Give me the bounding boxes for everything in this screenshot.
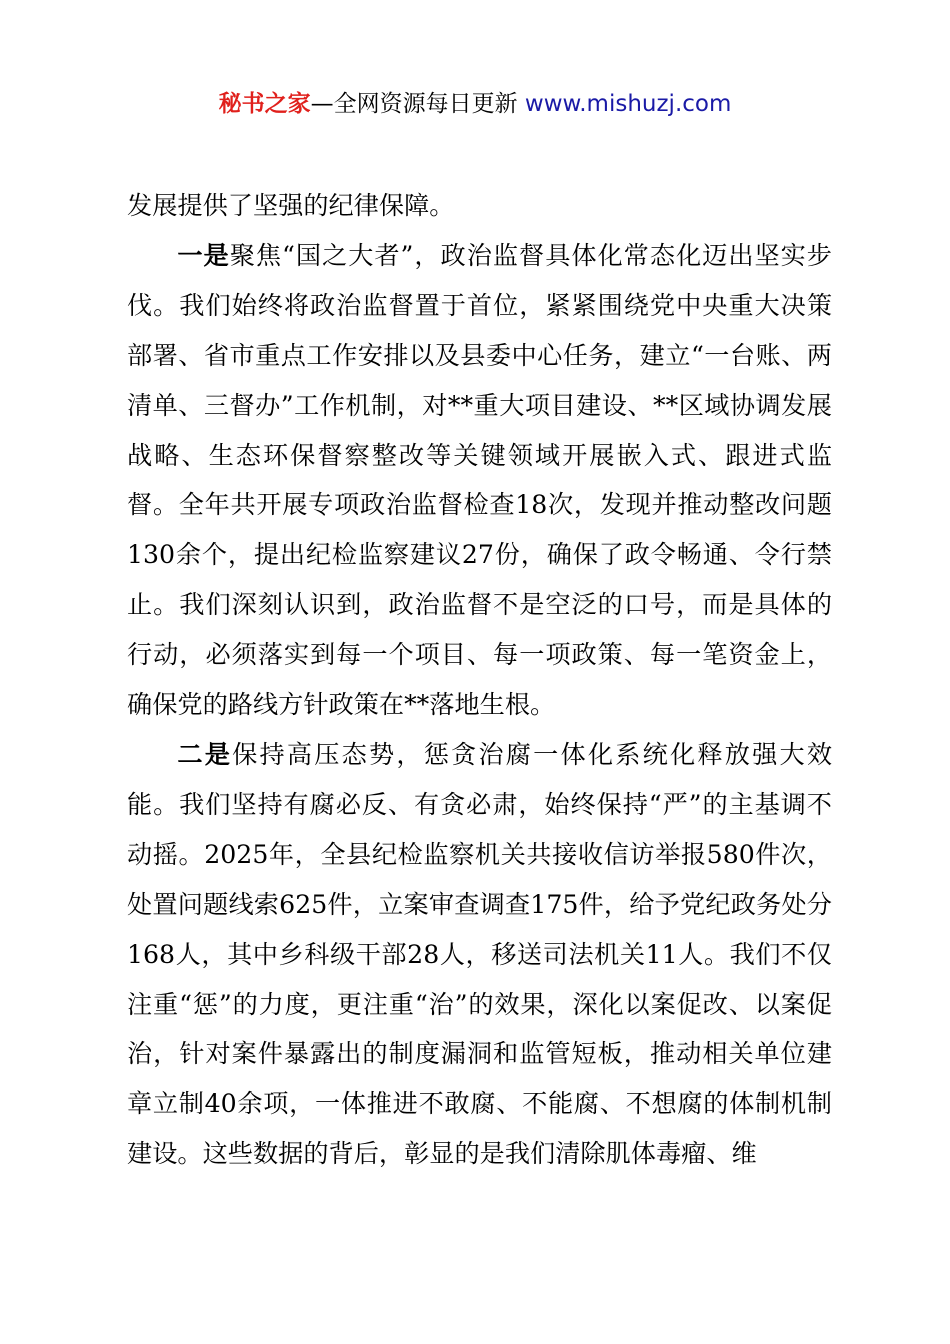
brand-name: 秘书之家 bbox=[218, 91, 311, 117]
document-body bbox=[127, 181, 832, 1179]
paragraph-text: 保持高压态势，惩贪治腐一体化系统化释放强大效能。我们坚持有腐必反、有贪必肃，始终保持“严”的主基调不动摇。2025年，全县纪检监察机关共接收信访举报580件次，处置问题线索625件，立案审查调查175件，给予党纪政务处分168人，其中乡科级干部28人，移送司法机关11人。我们不仅注重“惩”的力度，更注重“治”的效果，深化以案促改、以案促治，针对案件暴露出的制度漏洞和监管短板，推动相关单位建章立制40余项，一体推进不敢腐、不能腐、不想腐的体制机制建设。这些数据的背后，彰显的是我们清除肌体毒瘤、维 bbox=[127, 739, 833, 1169]
paragraph-lead: 二是 bbox=[177, 739, 233, 769]
paragraph-continuation bbox=[127, 181, 832, 231]
paragraph-text: 发展提供了坚强的纪律保障。 bbox=[127, 191, 455, 220]
paragraph-text: 聚焦“国之大者”，政治监督具体化常态化迈出坚实步伐。我们始终将政治监督置于首位，紧紧围绕党中央重大决策部署、省市重点工作安排以及县委中心任务，建立“一台账、两清单、三督办”工作机制，对**重大项目建设、**区域协调发展战略、生态环保督察整改等关键领域开展嵌入式、跟进式监督。全年共开展专项政治监督检查18次，发现并推动整改问题130余个，提出纪检监察建议27份，确保了政令畅通、令行禁止。我们深刻认识到，政治监督不是空泛的口号，而是具体的行动，必须落实到每一个项目、每一项政策、每一笔资金上，确保党的路线方针政策在**落地生根。 bbox=[127, 240, 832, 720]
site-url-link[interactable]: www.mishuzj.com bbox=[524, 91, 732, 117]
paragraph-point-two bbox=[127, 730, 832, 1179]
header-tagline: —全网资源每日更新 bbox=[310, 91, 525, 117]
paragraph-point-one bbox=[127, 231, 832, 730]
paragraph-lead: 一是 bbox=[177, 240, 230, 270]
page-header bbox=[0, 88, 950, 120]
